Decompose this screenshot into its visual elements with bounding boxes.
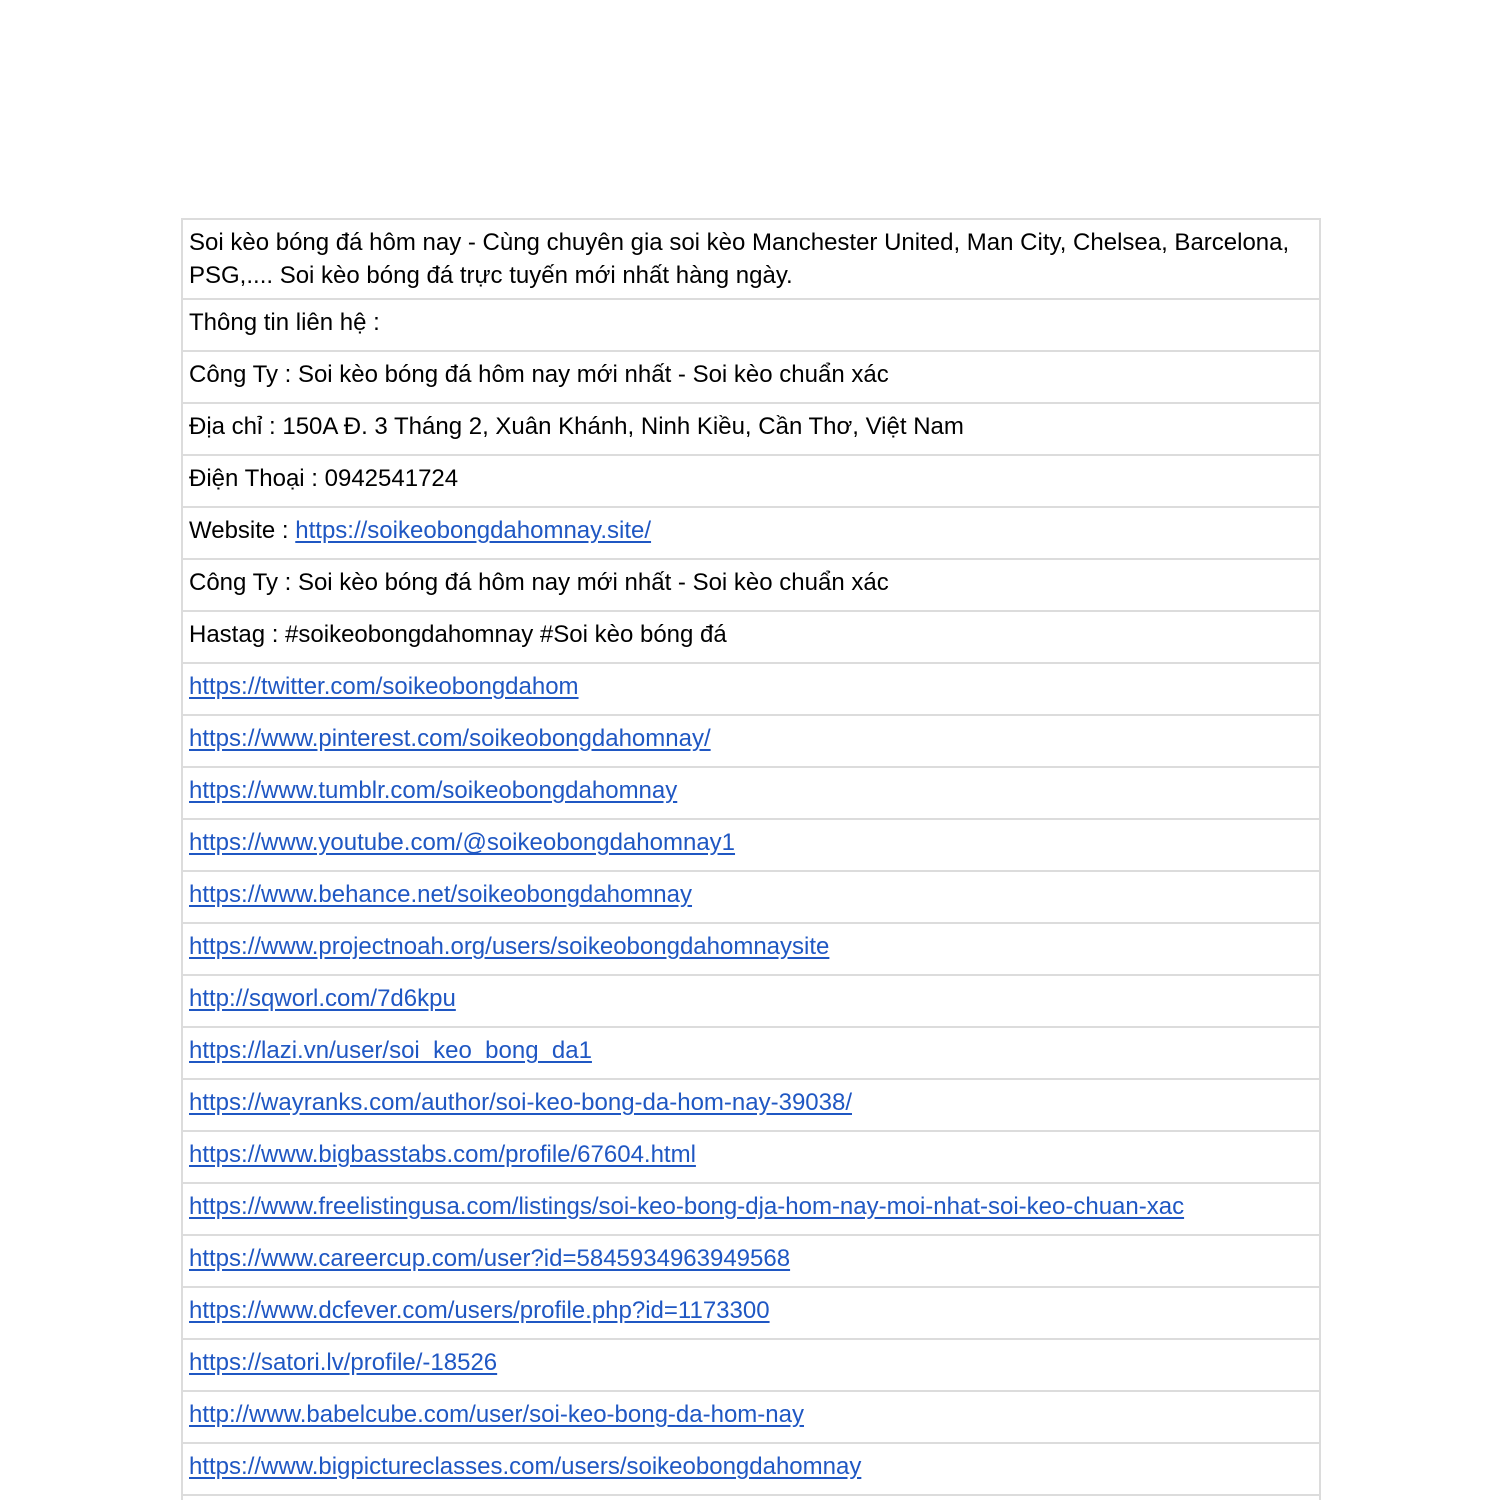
table-row (182, 663, 1320, 715)
link-cell (182, 715, 1320, 767)
company-name-repeat: Công Ty : Soi kèo bóng đá hôm nay mới nhất - Soi kèo chuẩn xác (182, 559, 1320, 611)
table-row (182, 767, 1320, 819)
contact-table (181, 218, 1321, 1500)
link-cell (182, 1443, 1320, 1495)
table-row (182, 299, 1320, 351)
link-cell (182, 1339, 1320, 1391)
address-text: Địa chỉ : 150A Đ. 3 Tháng 2, Xuân Khánh, Ninh Kiều, Cần Thơ, Việt Nam (182, 403, 1320, 455)
link-cell (182, 1079, 1320, 1131)
table-row (182, 871, 1320, 923)
website-label: Website : (189, 517, 296, 544)
table-row (182, 1287, 1320, 1339)
table-row (182, 219, 1320, 299)
youtube-link[interactable]: https://www.youtube.com/@soikeobongdahomnay1 (189, 829, 736, 856)
table-row (182, 1391, 1320, 1443)
link-cell (182, 1235, 1320, 1287)
babelcube-link[interactable]: http://www.babelcube.com/user/soi-keo-bong-da-hom-nay (189, 1401, 804, 1428)
careercup-link[interactable]: https://www.careercup.com/user?id=5845934963949568 (189, 1245, 791, 1272)
link-cell (182, 871, 1320, 923)
table-row (182, 1495, 1320, 1500)
link-cell (182, 819, 1320, 871)
table-row (182, 819, 1320, 871)
table-row (182, 455, 1320, 507)
company-name: Công Ty : Soi kèo bóng đá hôm nay mới nhất - Soi kèo chuẩn xác (182, 351, 1320, 403)
table-row (182, 559, 1320, 611)
satori-link[interactable]: https://satori.lv/profile/-18526 (189, 1349, 498, 1376)
link-cell (182, 1287, 1320, 1339)
link-cell (182, 767, 1320, 819)
tumblr-link[interactable]: https://www.tumblr.com/soikeobongdahomnay (189, 777, 678, 804)
bigbasstabs-link[interactable]: https://www.bigbasstabs.com/profile/67604.html (189, 1141, 696, 1168)
link-cell (182, 1391, 1320, 1443)
table-row (182, 975, 1320, 1027)
link-cell (182, 1027, 1320, 1079)
website-cell (182, 507, 1320, 559)
table-row (182, 1339, 1320, 1391)
table-row (182, 1443, 1320, 1495)
behance-link[interactable]: https://www.behance.net/soikeobongdahomnay (189, 881, 693, 908)
phone-text: Điện Thoại : 0942541724 (182, 455, 1320, 507)
table-row (182, 611, 1320, 663)
table-row (182, 1027, 1320, 1079)
dcfever-link[interactable]: https://www.dcfever.com/users/profile.php?id=1173300 (189, 1297, 770, 1324)
table-row (182, 507, 1320, 559)
projectnoah-link[interactable]: https://www.projectnoah.org/users/soikeobongdahomnaysite (189, 933, 830, 960)
table-row (182, 1235, 1320, 1287)
link-cell-cut-off (182, 1495, 1320, 1500)
freelistingusa-link[interactable]: https://www.freelistingusa.com/listings/soi-keo-bong-dja-hom-nay-moi-nhat-soi-keo-chuan-xac (189, 1193, 1185, 1220)
contact-heading: Thông tin liên hệ : (182, 299, 1320, 351)
link-cell (182, 663, 1320, 715)
link-cell (182, 923, 1320, 975)
link-cell (182, 975, 1320, 1027)
sqworl-link[interactable]: http://sqworl.com/7d6kpu (189, 985, 456, 1012)
hashtag-text: Hastag : #soikeobongdahomnay #Soi kèo bóng đá (182, 611, 1320, 663)
pinterest-link[interactable]: https://www.pinterest.com/soikeobongdahomnay/ (189, 725, 711, 752)
table-row (182, 1183, 1320, 1235)
twitter-link[interactable]: https://twitter.com/soikeobongdahom (189, 673, 579, 700)
table-row (182, 351, 1320, 403)
bigpictureclasses-link[interactable]: https://www.bigpictureclasses.com/users/soikeobongdahomnay (189, 1453, 862, 1480)
table-row (182, 715, 1320, 767)
table-row (182, 923, 1320, 975)
intro-text: Soi kèo bóng đá hôm nay - Cùng chuyên gia soi kèo Manchester United, Man City, Chelsea, Barcelona, PSG,.... Soi kèo bóng đá trực tuyến mới nhất hàng ngày. (182, 219, 1320, 299)
table-row (182, 1079, 1320, 1131)
table-row (182, 403, 1320, 455)
website-link[interactable]: https://soikeobongdahomnay.site/ (295, 517, 652, 544)
link-cell (182, 1183, 1320, 1235)
wayranks-link[interactable]: https://wayranks.com/author/soi-keo-bong-da-hom-nay-39038/ (189, 1089, 852, 1116)
table-row (182, 1131, 1320, 1183)
lazi-link[interactable]: https://lazi.vn/user/soi_keo_bong_da1 (189, 1037, 592, 1064)
link-cell (182, 1131, 1320, 1183)
